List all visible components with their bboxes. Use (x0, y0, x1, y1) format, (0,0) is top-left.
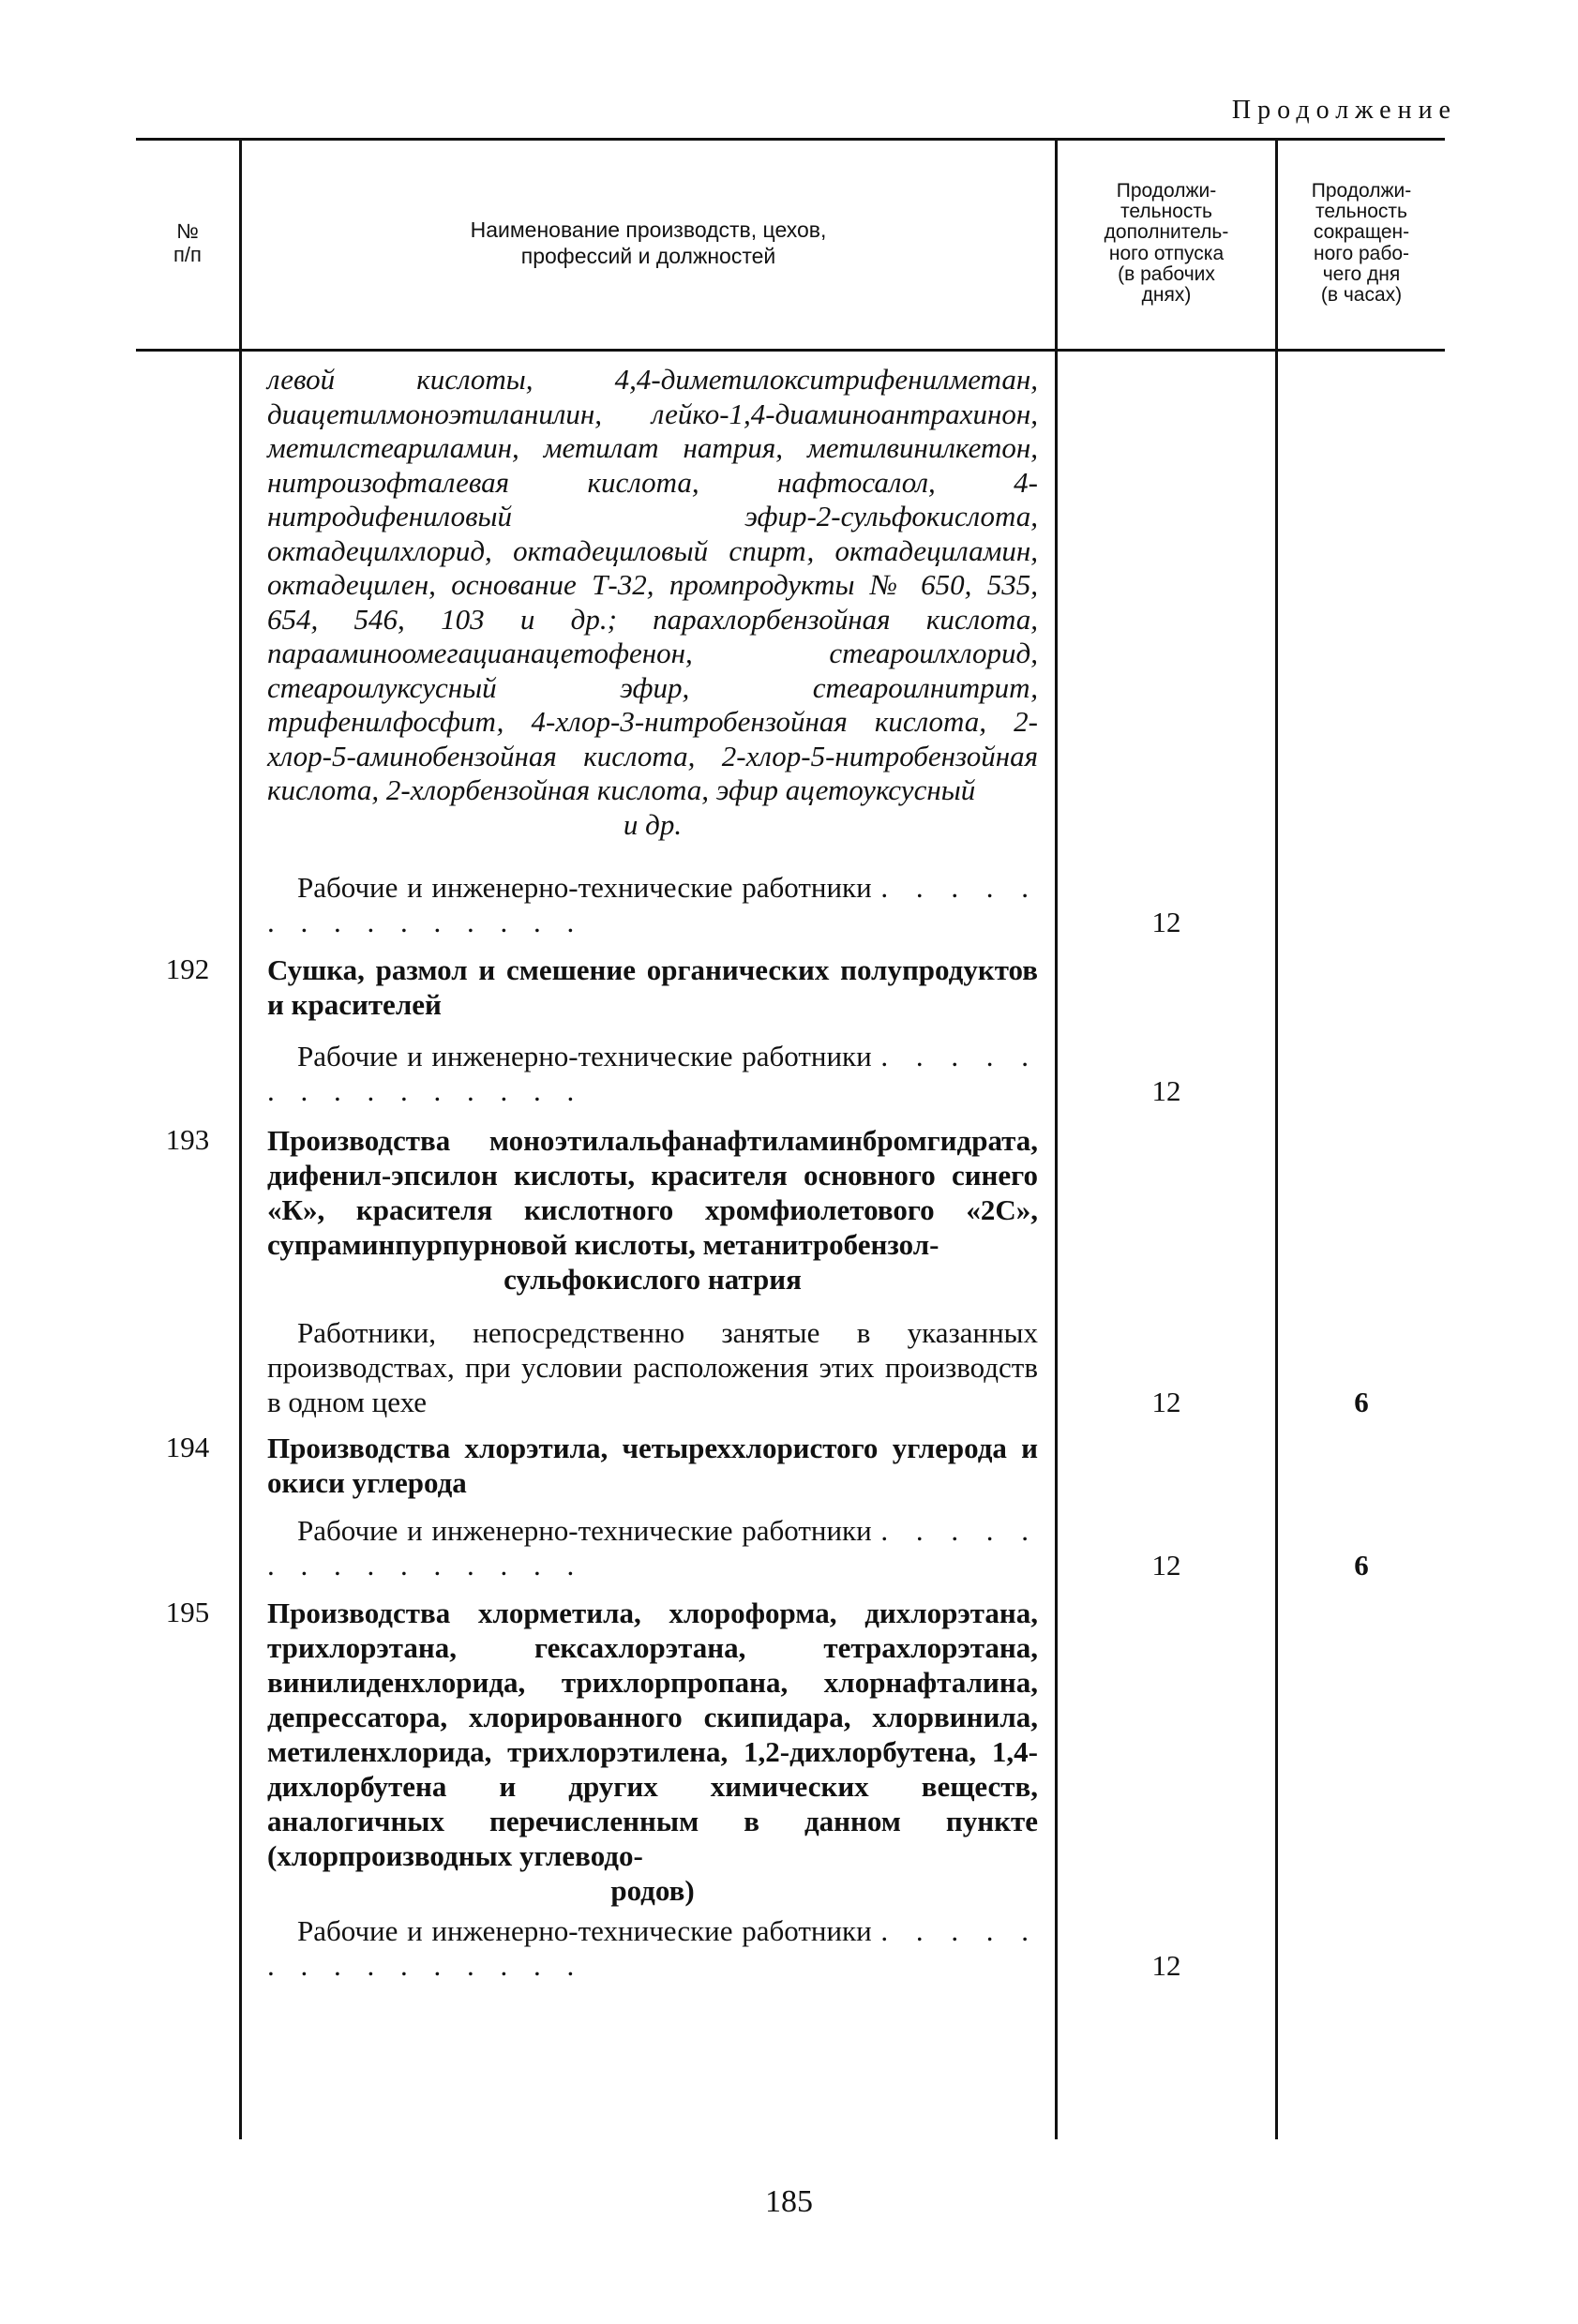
column-header-name (242, 138, 1055, 349)
row-description-text: Рабочие и инженерно-технические работники (297, 1040, 872, 1072)
row-description-text: Рабочие и инженерно-технические работники (297, 1514, 872, 1547)
row-description-text: Производства хлорметила, хлороформа, дихлорэтана, трихлорэтана, гексахлорэтана, тетрахлорэтана, винилиденхлорида, трихлорпропана, хлорнафталина, депрессатора, хлорированного скипидара, хлорвинила, метиленхлорида, трихлорэтилена, 1,2-дихлорбутена, 1,4-дихлорбутена и других химических веществ, аналогичных перечисленным в данном пункте (хлорпроизводных углеводо- (267, 1597, 1038, 1872)
page-number: 185 (765, 2184, 813, 2219)
row-description-text: левой кислоты, 4,4-диметилокситрифенилметан, диацетилмоноэтиланилин, лейко-1,4-диаминоантрахинон, метилстеариламин, метилат натрия, метилвинилкетон, нитроизофталевая кислота, нафтосалол, 4-нитродифениловый эфир-2-сульфокислота, октадецилхлорид, октадециловый спирт, октадециламин, октадецилен, основание Т-32, промпродукты № 650, 535, 654, 546, 103 и др.; парахлорбензойная кислота, парааминоомегацианацетофенон, стеароилхлорид, стеароилуксусный эфир, стеароилнитрит, трифенилфосфит, 4-хлор-3-нитробензойная кислота, 2-хлор-5-аминобензойная кислота, 2-хлор-5-нитробензойная кислота, 2-хлорбензойная кислота, эфир ацетоуксусный (267, 363, 1038, 806)
row-description-end: сульфокислого натрия (503, 1263, 802, 1296)
table-row (136, 870, 1445, 939)
table-row (136, 1596, 1445, 1908)
row-description (267, 870, 1038, 939)
row-description (267, 1039, 1038, 1108)
dot-leader: . . . . . . . . . . . . . . . (267, 1040, 1038, 1107)
column-header-vacation-text: Продолжи- тельность дополнитель- ного отпуска (в рабочих днях) (1104, 180, 1229, 306)
row-description (267, 1513, 1038, 1582)
continuation-label: Продолжение (1231, 96, 1457, 125)
table-row (136, 1123, 1445, 1297)
column-header-vacation (1058, 138, 1275, 349)
table-row (136, 952, 1445, 1022)
dot-leader: . . . . . . . . . . . . . . . (267, 871, 1038, 938)
row-number: 193 (165, 1123, 210, 1156)
column-header-workday (1278, 138, 1445, 349)
table-body (136, 363, 1445, 1983)
row-description (267, 952, 1038, 1022)
row-description-text: Производства хлорэтила, четыреххлористого углерода и окиси углерода (267, 1432, 1038, 1499)
column-header-name-text: Наименование производств, цехов, профессий и должностей (470, 217, 827, 268)
table-row (136, 1513, 1445, 1582)
row-description (267, 363, 1038, 842)
row-description (267, 1123, 1038, 1297)
column-header-number (136, 138, 239, 349)
dot-leader: . . . . . . . . . . . . . . . (267, 1514, 1038, 1582)
column-header-workday-text: Продолжи- тельность сокращен- ного рабо- чего дня (в часах) (1311, 180, 1412, 306)
row-number: 192 (165, 952, 210, 985)
row-description (267, 1431, 1038, 1500)
vacation-days: 12 (1151, 1386, 1181, 1418)
row-description (267, 1913, 1038, 1983)
column-header-number-text: № п/п (173, 219, 202, 266)
dot-leader: . . . . . . . . . . . . . . . (267, 1914, 1038, 1982)
vacation-days: 12 (1151, 1549, 1181, 1582)
table-row (136, 1315, 1445, 1419)
row-description-end: и др. (623, 807, 683, 841)
vacation-days: 12 (1151, 906, 1181, 938)
vacation-days: 12 (1151, 1949, 1181, 1982)
row-description (267, 1596, 1038, 1908)
row-description-end: родов) (610, 1874, 695, 1907)
row-number: 195 (165, 1596, 210, 1628)
row-description-text: Производства моноэтилальфанафтиламинбромгидрата, дифенил-эпсилон кислоты, красителя основного синего «К», красителя кислотного хромфиолетового «2С», супраминпурпурновой кислоты, метанитробензол- (267, 1124, 1038, 1261)
table-header-rule (136, 349, 1445, 352)
table-row (136, 1039, 1445, 1108)
workday-hours: 6 (1354, 1549, 1369, 1582)
table-row (136, 1913, 1445, 1983)
row-description-text: Сушка, размол и смешение органических полупродуктов и красителей (267, 953, 1038, 1021)
vacation-days: 12 (1151, 1074, 1181, 1107)
row-description-text: Работники, непосредственно занятые в указанных производствах, при условии расположения этих производств в одном цехе (267, 1316, 1038, 1418)
table-row (136, 1431, 1445, 1500)
row-description (267, 1315, 1038, 1419)
row-description-text: Рабочие и инженерно-технические работники (297, 1914, 872, 1947)
workday-hours: 6 (1354, 1386, 1369, 1418)
table-row (136, 363, 1445, 842)
row-description-text: Рабочие и инженерно-технические работники (297, 871, 872, 904)
professions-table (136, 138, 1445, 2139)
row-number: 194 (165, 1431, 210, 1463)
